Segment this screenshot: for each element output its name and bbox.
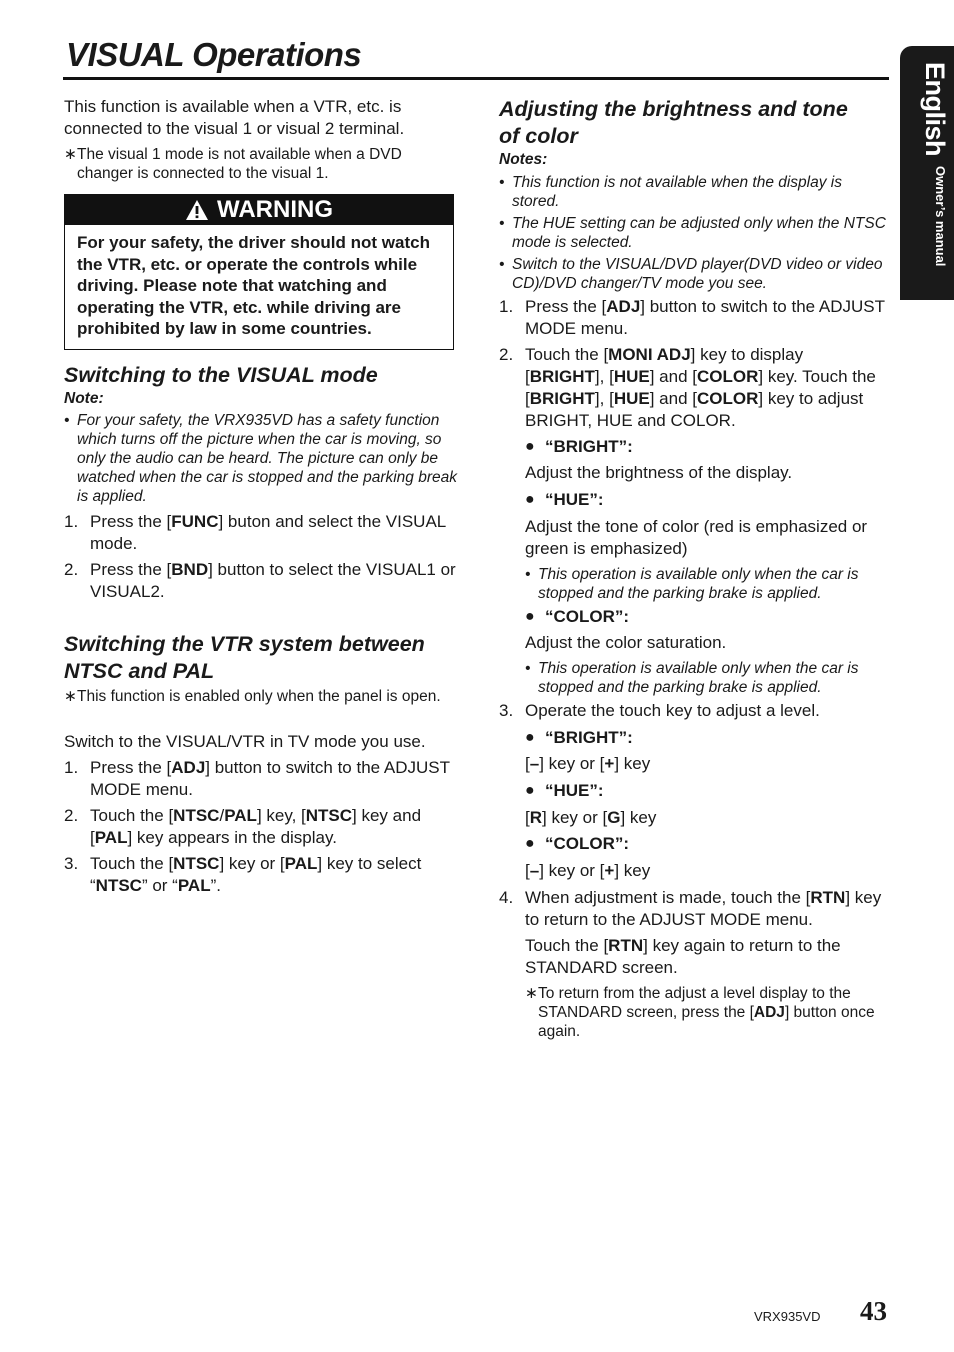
vtr-intro-text: Switch to the VISUAL/VTR in TV mode you use.: [64, 732, 426, 751]
page-title: VISUAL Operations: [66, 36, 362, 73]
note-item: • Switch to the VISUAL/DVD player(DVD video or video CD)/DVD changer/TV mode you see.: [499, 256, 883, 292]
hue-keys: [R] key or [G] key: [525, 808, 657, 827]
step-item: 1. Press the [FUNC] buton and select the VISUAL mode.: [64, 512, 446, 553]
warning-header: [65, 195, 453, 225]
section-heading-vtr-system: Switching the VTR system between NTSC and PAL: [64, 632, 425, 683]
bright-keys: [–] key or [+] key: [525, 754, 651, 773]
color-level-subheading: ● “COLOR”:: [525, 834, 630, 853]
hue-subheading: ● “HUE”:: [525, 490, 604, 509]
bright-subheading: ● “BRIGHT”:: [525, 437, 633, 456]
step-item: 4. When adjustment is made, touch the [RTN] key to return to the ADJUST MODE menu.: [499, 888, 882, 929]
step-item: 3. Operate the touch key to adjust a level.: [499, 701, 820, 720]
warning-box: [64, 194, 454, 350]
step-item: 1. Press the [ADJ] button to switch to the ADJUST MODE menu.: [64, 758, 450, 799]
warning-label: WARNING: [217, 196, 333, 223]
bullet-icon: ●: [525, 491, 535, 508]
note-item: • This function is not available when the display is stored.: [499, 174, 842, 210]
warning-triangle-icon: [185, 199, 209, 221]
section-heading-visual-mode: Switching to the VISUAL mode: [64, 363, 378, 387]
panel-note: ∗ This function is enabled only when the panel is open.: [64, 688, 441, 705]
step-item: 1. Press the [ADJ] button to switch to the ADJUST MODE menu.: [499, 297, 885, 338]
bullet-icon: ●: [525, 835, 535, 852]
language-side-tab-text: [902, 62, 950, 296]
note-label: Note:: [64, 390, 104, 407]
language-label: English: [920, 62, 950, 157]
step-item: 2. Touch the [NTSC/PAL] key, [NTSC] key and [PAL] key appears in the display.: [64, 806, 422, 847]
color-note: • This operation is available only when the car is stopped and the parking brake is applied.: [525, 660, 859, 696]
step-item: 3. Touch the [NTSC] key or [PAL] key to select “NTSC” or “PAL”.: [64, 854, 422, 895]
model-number: VRX935VD: [754, 1309, 821, 1324]
page-number: 43: [860, 1296, 887, 1326]
section-heading-brightness: Adjusting the brightness and tone of color: [499, 97, 848, 148]
hue-note: • This operation is available only when the car is stopped and the parking brake is applied.: [525, 566, 859, 602]
rtn-again-text: Touch the [RTN] key again to return to the STANDARD screen.: [525, 936, 841, 977]
color-description: Adjust the color saturation.: [525, 633, 727, 652]
hue-level-subheading: ● “HUE”:: [525, 781, 604, 800]
bullet-icon: ●: [525, 608, 535, 625]
bullet-icon: ●: [525, 438, 535, 455]
step-item: 2. Press the [BND] button to select the VISUAL1 or VISUAL2.: [64, 560, 456, 601]
color-keys: [–] key or [+] key: [525, 861, 651, 880]
step-item: 2. Touch the [MONI ADJ] key to display [BRIGHT], [HUE] and [COLOR] key. Touch the [BRIGHT], [HUE] and [COLOR] key to adjust BRIGHT, HUE and COLOR.: [499, 345, 876, 430]
color-subheading: ● “COLOR”:: [525, 607, 630, 626]
bullet-icon: ●: [525, 782, 535, 799]
intro-text: This function is available when a VTR, etc. is connected to the visual 1 or visual 2 terminal.: [64, 97, 405, 138]
manual-label: Owner’s manual: [933, 166, 948, 267]
note-item: • The HUE setting can be adjusted only when the NTSC mode is selected.: [499, 215, 886, 251]
bullet-icon: ●: [525, 729, 535, 746]
hue-description: Adjust the tone of color (red is emphasized or green is emphasized): [525, 517, 868, 558]
title-rule: [63, 77, 889, 80]
notes-label: Notes:: [499, 151, 548, 168]
bright-description: Adjust the brightness of the display.: [525, 463, 793, 482]
warning-text: For your safety, the driver should not watch the VTR, etc. or operate the controls while driving. Please note that watching and operating the VTR, etc. while driving are prohibited by law in some countries.: [77, 233, 430, 339]
safety-note: • For your safety, the VRX935VD has a safety function which turns off the picture when the car is moving, so only the audio can be heard. The picture can only be watched when the car is stopped and the parking break is applied.: [64, 412, 457, 505]
intro-note: ∗ The visual 1 mode is not available when a DVD changer is connected to the visual 1.: [64, 146, 402, 182]
bright-level-subheading: ● “BRIGHT”:: [525, 728, 633, 747]
return-note: ∗ To return from the adjust a level display to the STANDARD screen, press the [ADJ] button once again.: [525, 985, 875, 1040]
